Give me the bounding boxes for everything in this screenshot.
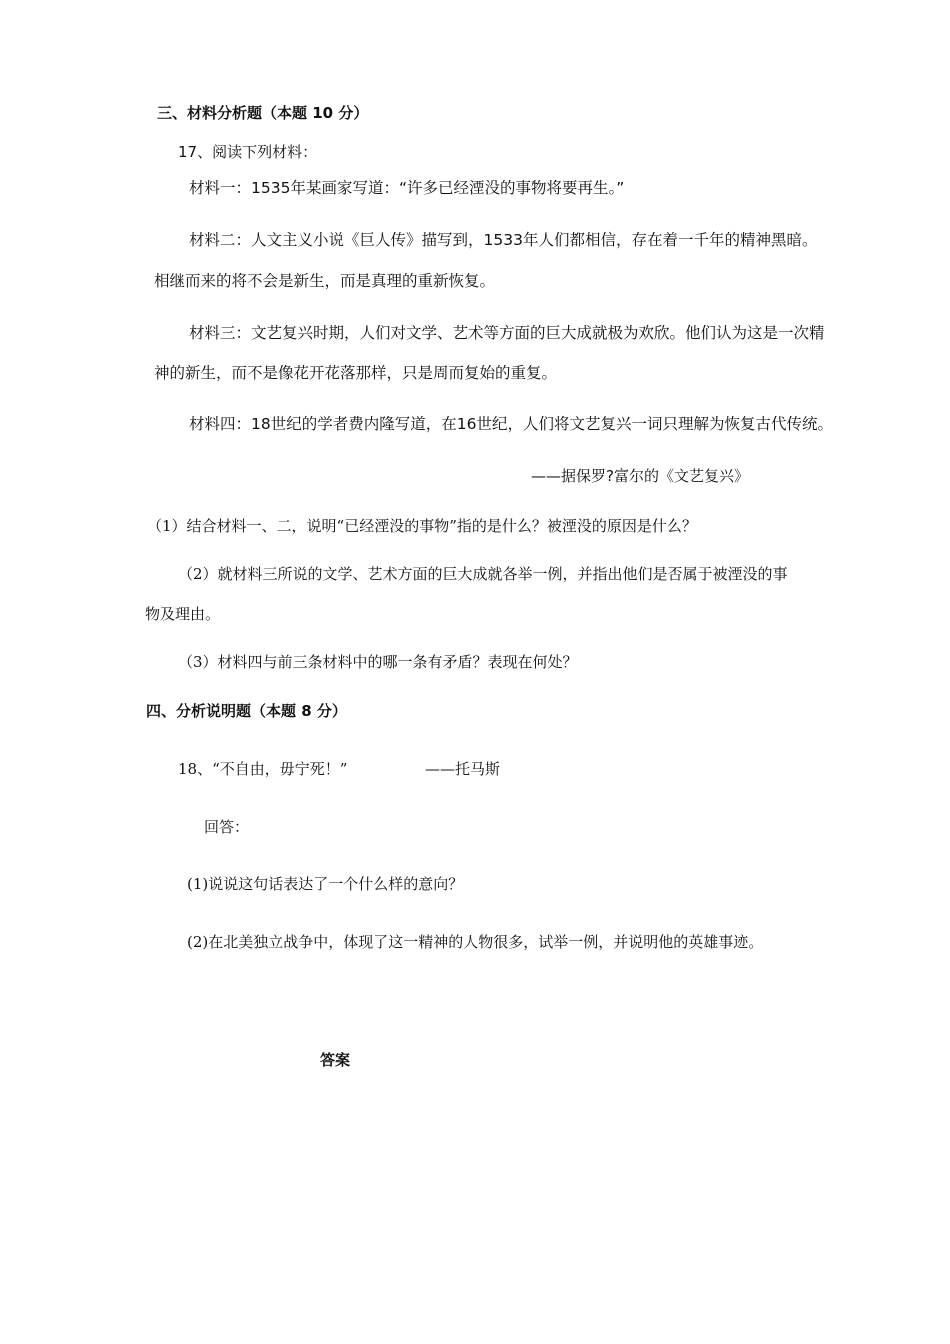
material-source: ——据保罗?富尔的《文艺复兴》 [531,467,749,485]
question-2-line1: （2）就材料三所说的文学、艺术方面的巨大成就各举一例，并指出他们是否属于被湮没的事 [178,565,788,583]
q18-quote: 18、“不自由，毋宁死！” [178,760,348,778]
section3-heading: 三、材料分析题（本题 10 分） [157,104,369,122]
sub-question-1: (1)说说这句话表达了一个什么样的意向？ [187,875,464,893]
answers-heading: 答案 [320,1051,351,1069]
question-3: （3）材料四与前三条材料中的哪一条有矛盾？表现在何处？ [178,653,578,671]
material-3-line1: 材料三：文艺复兴时期，人们对文学、艺术等方面的巨大成就极为欢欣。他们认为这是一次精 [189,324,825,342]
question-1: （1）结合材料一、二，说明“已经湮没的事物”指的是什么？被湮没的原因是什么？ [147,517,697,535]
section4-heading: 四、分析说明题（本题 8 分） [146,702,347,720]
material-2-line1: 材料二：人文主义小说《巨人传》描写到，1533年人们都相信，存在着一千年的精神黑暗。 [189,231,818,249]
material-1: 材料一：1535年某画家写道：“许多已经湮没的事物将要再生。” [189,179,625,197]
answer-prompt: 回答： [204,818,250,836]
material-3-line2: 神的新生，而不是像花开花落那样，只是周而复始的重复。 [154,364,558,382]
q17-intro: 17、阅读下列材料： [178,143,318,161]
q18-author: ——托马斯 [425,760,501,778]
material-2-line2: 相继而来的将不会是新生，而是真理的重新恢复。 [154,272,496,290]
question-2-line2: 物及理由。 [145,605,221,623]
material-4: 材料四：18世纪的学者费内隆写道，在16世纪，人们将文艺复兴一词只理解为恢复古代传统。 [189,415,833,433]
sub-question-2: (2)在北美独立战争中，体现了这一精神的人物很多，试举一例，并说明他的英雄事迹。 [187,933,764,951]
